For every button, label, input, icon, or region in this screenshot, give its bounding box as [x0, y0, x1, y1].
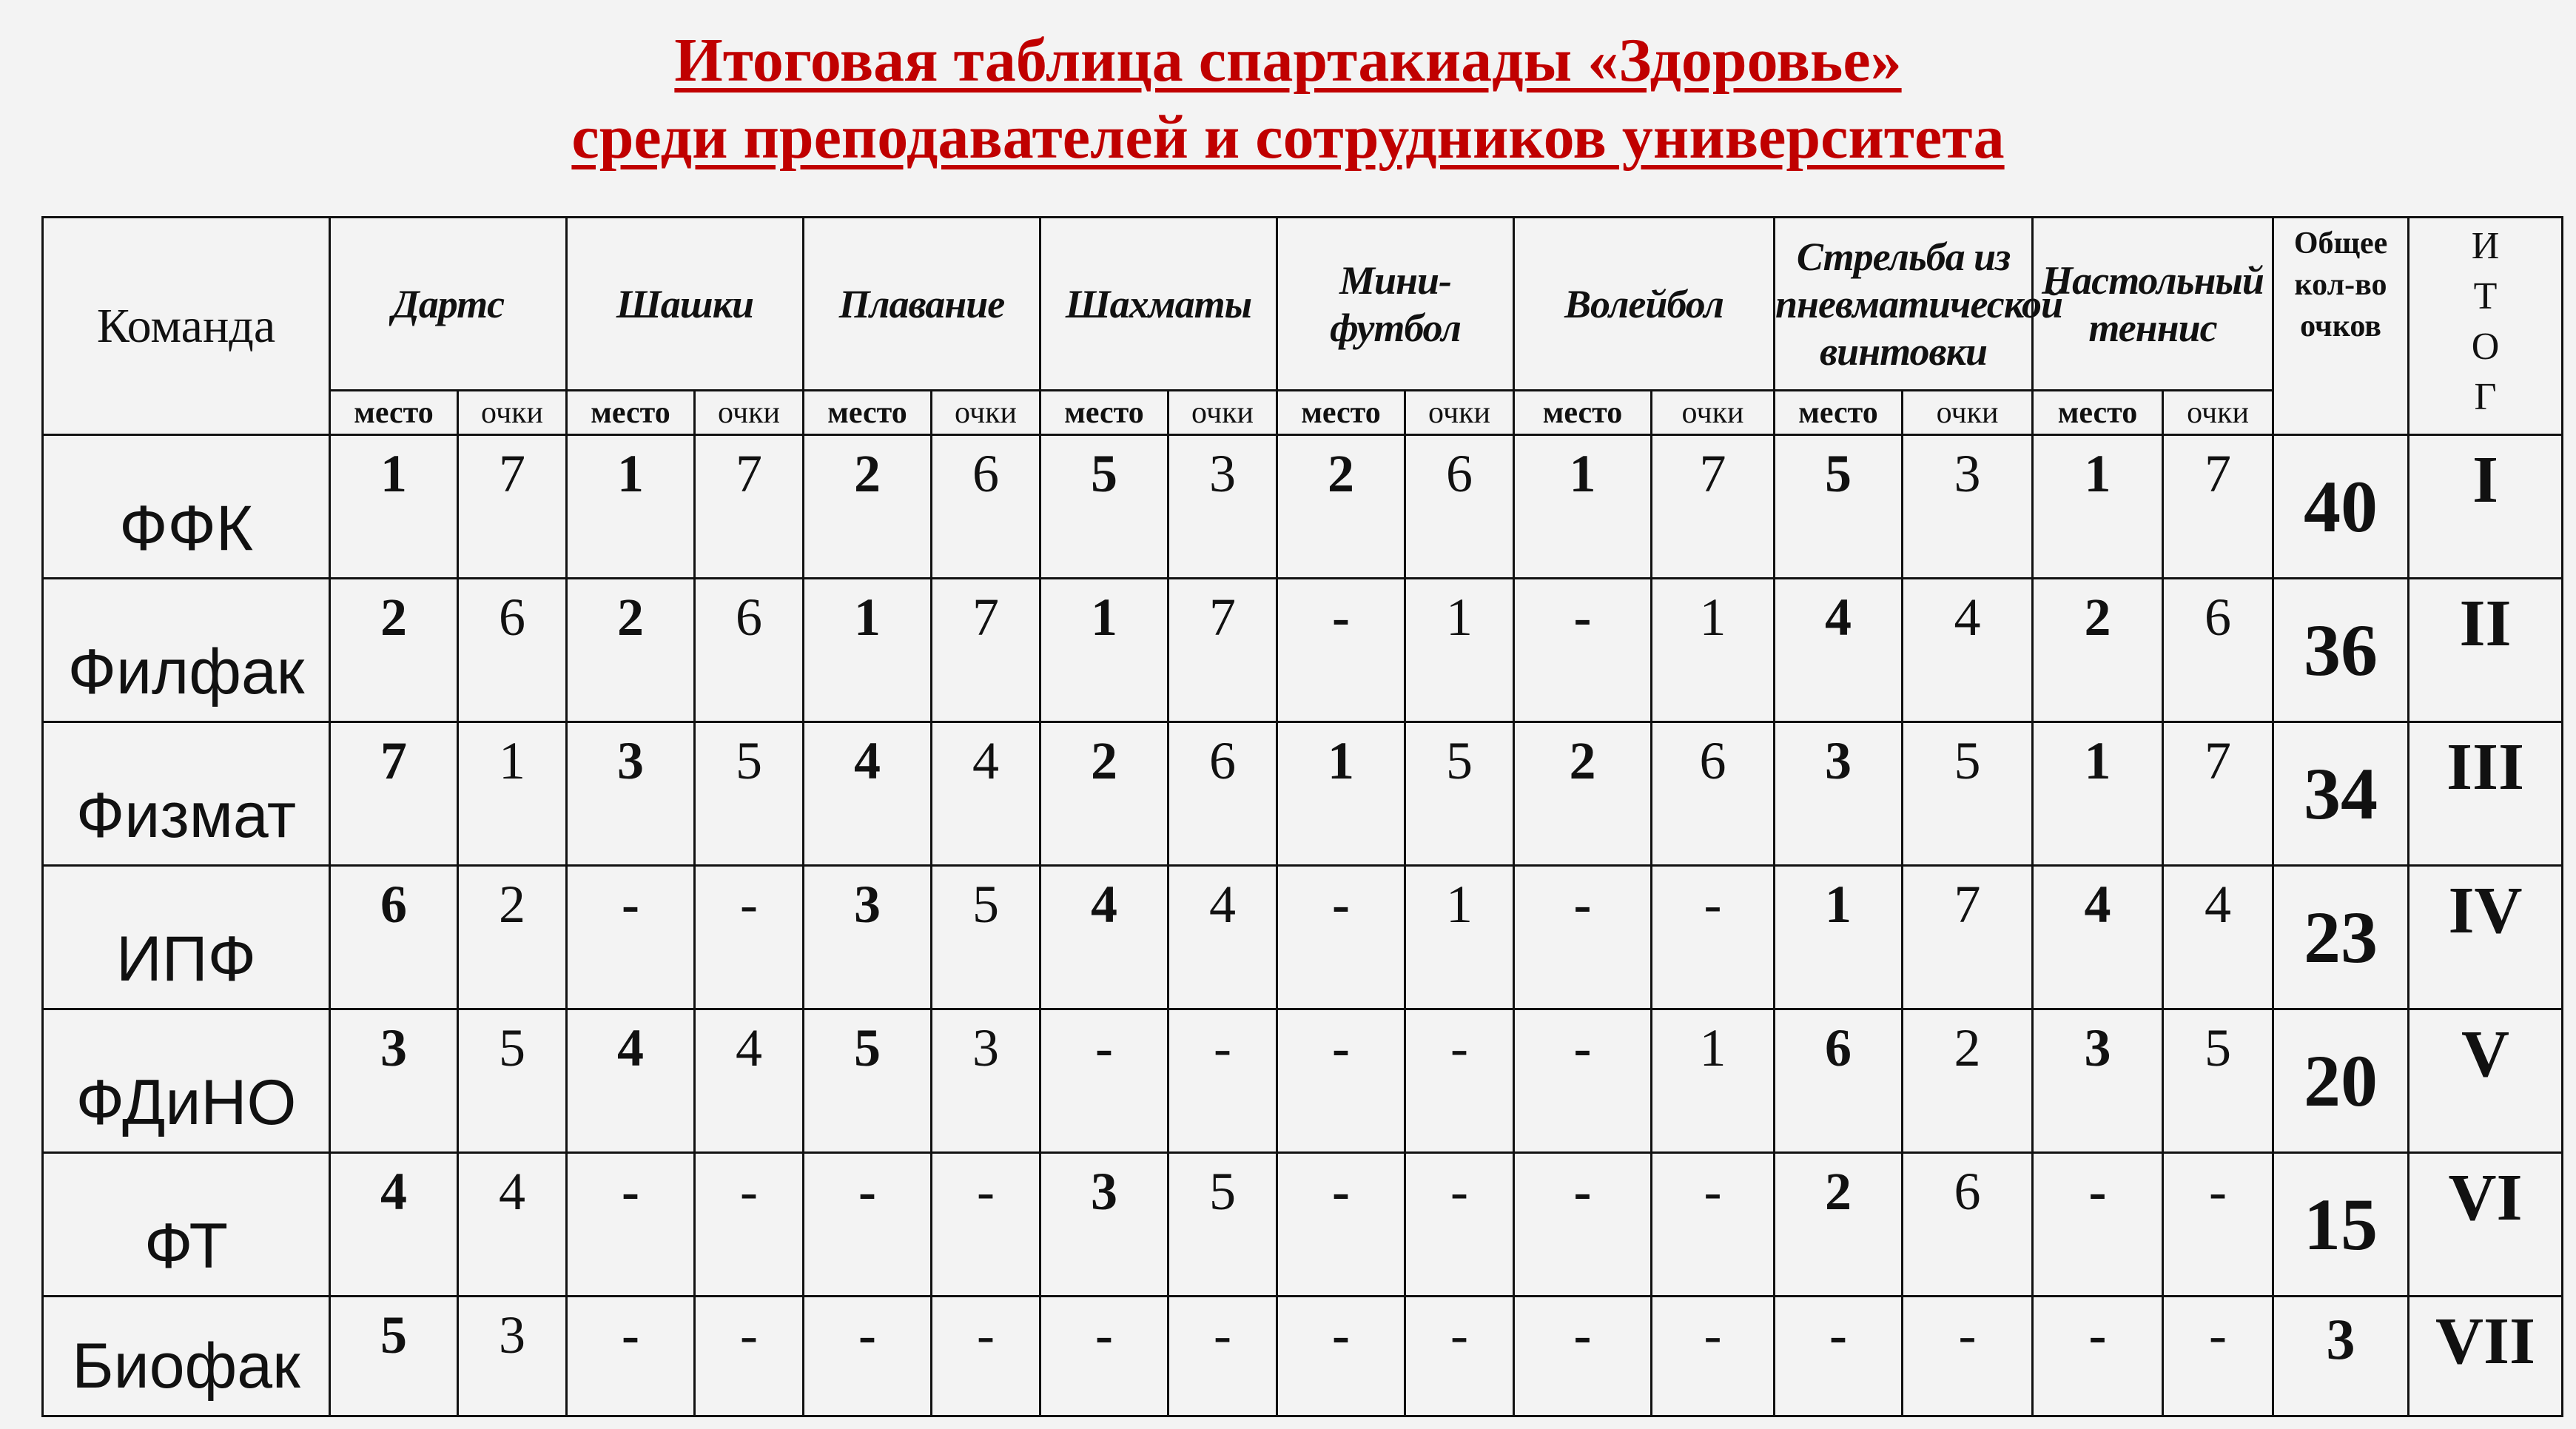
place-cell: 4 [567, 1009, 695, 1153]
points-cell: 1 [1652, 1009, 1775, 1153]
place-cell: 1 [1040, 579, 1168, 722]
place-cell: 1 [804, 579, 932, 722]
points-header: очки [1405, 391, 1514, 435]
final-rank: II [2409, 579, 2563, 722]
total-points: 23 [2273, 866, 2409, 1009]
points-cell: 4 [458, 1153, 567, 1297]
points-cell: - [695, 866, 804, 1009]
table-row [43, 1297, 2563, 1416]
points-cell: 1 [458, 722, 567, 866]
points-cell: 5 [932, 866, 1040, 1009]
place-cell: - [1277, 1153, 1405, 1297]
place-cell: - [567, 1153, 695, 1297]
sport-header-tabletennis: Настольный теннис [2033, 218, 2273, 391]
points-cell: 6 [458, 579, 567, 722]
sport-header-checkers: Шашки [567, 218, 804, 391]
place-cell: 3 [330, 1009, 458, 1153]
place-cell: 5 [1775, 435, 1903, 579]
place-cell: 1 [1277, 722, 1405, 866]
total-points: 36 [2273, 579, 2409, 722]
result-header-text: ИТОГ [2471, 225, 2500, 418]
table-row [43, 1153, 2563, 1297]
points-cell: 2 [458, 866, 567, 1009]
points-cell: 3 [932, 1009, 1040, 1153]
place-cell: 5 [330, 1297, 458, 1416]
points-cell: 1 [1652, 579, 1775, 722]
points-cell: - [1168, 1009, 1277, 1153]
place-cell: 2 [1775, 1153, 1903, 1297]
place-header: место [1277, 391, 1405, 435]
place-cell: 2 [1277, 435, 1405, 579]
points-cell: - [695, 1297, 804, 1416]
total-points: 3 [2273, 1297, 2409, 1416]
place-cell: 1 [567, 435, 695, 579]
place-cell: 4 [804, 722, 932, 866]
points-cell: 5 [458, 1009, 567, 1153]
points-cell: 6 [1405, 435, 1514, 579]
points-header: очки [2163, 391, 2273, 435]
result-header [2409, 218, 2563, 435]
points-cell: 4 [1168, 866, 1277, 1009]
sport-header-swimming: Плавание [804, 218, 1040, 391]
sport-header-minifootball: Мини-футбол [1277, 218, 1514, 391]
total-points: 34 [2273, 722, 2409, 866]
points-cell: 5 [1168, 1153, 1277, 1297]
points-cell: 7 [2163, 435, 2273, 579]
place-cell: 1 [1514, 435, 1652, 579]
place-cell: 4 [1040, 866, 1168, 1009]
team-name: ФФК [43, 435, 330, 579]
place-cell: 3 [1040, 1153, 1168, 1297]
points-cell: 4 [932, 722, 1040, 866]
sport-header-volleyball: Волейбол [1514, 218, 1775, 391]
place-cell: - [804, 1153, 932, 1297]
points-cell: - [1405, 1009, 1514, 1153]
points-cell: 7 [695, 435, 804, 579]
place-cell: 1 [2033, 722, 2163, 866]
points-cell: 7 [1652, 435, 1775, 579]
table-row [43, 866, 2563, 1009]
sport-header-chess: Шахматы [1040, 218, 1277, 391]
page-title [0, 22, 2576, 176]
title-line-1: Итоговая таблица спартакиады «Здоровье» [674, 26, 1902, 95]
final-rank: V [2409, 1009, 2563, 1153]
points-cell: 3 [1168, 435, 1277, 579]
place-header: место [2033, 391, 2163, 435]
place-cell: - [1277, 1009, 1405, 1153]
place-cell: 1 [330, 435, 458, 579]
place-cell: 2 [2033, 579, 2163, 722]
total-points: 15 [2273, 1153, 2409, 1297]
place-cell: - [1277, 866, 1405, 1009]
points-cell: - [1168, 1297, 1277, 1416]
points-cell: 7 [2163, 722, 2273, 866]
points-cell: - [1652, 1153, 1775, 1297]
points-cell: 7 [1903, 866, 2033, 1009]
place-cell: 6 [330, 866, 458, 1009]
points-cell: 1 [1405, 579, 1514, 722]
team-name: ФДиНО [43, 1009, 330, 1153]
final-rank: VII [2409, 1297, 2563, 1416]
points-header: очки [1168, 391, 1277, 435]
points-cell: 5 [695, 722, 804, 866]
points-cell: - [2163, 1297, 2273, 1416]
points-cell: 7 [932, 579, 1040, 722]
place-cell: - [567, 1297, 695, 1416]
points-cell: 2 [1903, 1009, 2033, 1153]
points-cell: - [1405, 1297, 1514, 1416]
points-cell: - [1903, 1297, 2033, 1416]
place-cell: 3 [567, 722, 695, 866]
title-line-2: среди преподавателей и сотрудников университета [571, 103, 2005, 172]
place-header: место [1514, 391, 1652, 435]
place-cell: - [1514, 1153, 1652, 1297]
team-name: Филфак [43, 579, 330, 722]
place-cell: - [1514, 1009, 1652, 1153]
place-header: место [1040, 391, 1168, 435]
points-cell: 7 [1168, 579, 1277, 722]
points-cell: 6 [1652, 722, 1775, 866]
place-cell: 7 [330, 722, 458, 866]
place-header: место [804, 391, 932, 435]
points-cell: 5 [1405, 722, 1514, 866]
place-cell: 2 [330, 579, 458, 722]
table-row [43, 435, 2563, 579]
place-header: место [1775, 391, 1903, 435]
final-rank: III [2409, 722, 2563, 866]
points-cell: 5 [1903, 722, 2033, 866]
place-cell: - [1775, 1297, 1903, 1416]
place-cell: 2 [804, 435, 932, 579]
total-points: 40 [2273, 435, 2409, 579]
place-cell: - [2033, 1297, 2163, 1416]
points-cell: 6 [1903, 1153, 2033, 1297]
place-cell: 4 [1775, 579, 1903, 722]
team-name: ИПФ [43, 866, 330, 1009]
table-row [43, 579, 2563, 722]
table-row [43, 1009, 2563, 1153]
points-cell: 1 [1405, 866, 1514, 1009]
final-rank: VI [2409, 1153, 2563, 1297]
points-cell: 4 [1903, 579, 2033, 722]
place-cell: 3 [2033, 1009, 2163, 1153]
place-cell: - [1040, 1297, 1168, 1416]
place-cell: - [1040, 1009, 1168, 1153]
total-header: Общее кол-во очков [2273, 218, 2409, 435]
sport-header-darts: Дартс [330, 218, 567, 391]
place-cell: 4 [2033, 866, 2163, 1009]
place-header: место [567, 391, 695, 435]
points-cell: - [2163, 1153, 2273, 1297]
place-cell: - [1514, 866, 1652, 1009]
place-cell: 5 [804, 1009, 932, 1153]
points-cell: 6 [932, 435, 1040, 579]
points-cell: 4 [2163, 866, 2273, 1009]
points-header: очки [1903, 391, 2033, 435]
place-cell: 2 [1514, 722, 1652, 866]
team-header: Команда [43, 218, 330, 435]
team-name: ФТ [43, 1153, 330, 1297]
results-table [41, 216, 2563, 1417]
points-header: очки [695, 391, 804, 435]
place-cell: 2 [567, 579, 695, 722]
place-cell: 4 [330, 1153, 458, 1297]
place-cell: 3 [804, 866, 932, 1009]
place-cell: - [567, 866, 695, 1009]
final-rank: IV [2409, 866, 2563, 1009]
place-cell: 6 [1775, 1009, 1903, 1153]
points-cell: 3 [1903, 435, 2033, 579]
points-cell: 6 [2163, 579, 2273, 722]
header-row-sports [43, 218, 2563, 391]
place-cell: 3 [1775, 722, 1903, 866]
final-rank: I [2409, 435, 2563, 579]
place-header: место [330, 391, 458, 435]
points-cell: 5 [2163, 1009, 2273, 1153]
team-name: Физмат [43, 722, 330, 866]
points-cell: 6 [1168, 722, 1277, 866]
points-cell: - [695, 1153, 804, 1297]
points-cell: 3 [458, 1297, 567, 1416]
place-cell: - [1514, 1297, 1652, 1416]
points-header: очки [458, 391, 567, 435]
table-row [43, 722, 2563, 866]
points-cell: - [932, 1153, 1040, 1297]
points-cell: - [932, 1297, 1040, 1416]
points-cell: 4 [695, 1009, 804, 1153]
points-cell: - [1652, 866, 1775, 1009]
place-cell: 1 [2033, 435, 2163, 579]
sport-header-shooting: Стрельба из пневматической винтовки [1775, 218, 2033, 391]
place-cell: - [1277, 579, 1405, 722]
points-header: очки [932, 391, 1040, 435]
points-cell: - [1652, 1297, 1775, 1416]
points-cell: 6 [695, 579, 804, 722]
place-cell: - [804, 1297, 932, 1416]
team-name: Биофак [43, 1297, 330, 1416]
place-cell: 5 [1040, 435, 1168, 579]
points-header: очки [1652, 391, 1775, 435]
total-points: 20 [2273, 1009, 2409, 1153]
place-cell: - [1514, 579, 1652, 722]
header-row-sub [43, 391, 2563, 435]
place-cell: 2 [1040, 722, 1168, 866]
points-cell: 7 [458, 435, 567, 579]
place-cell: 1 [1775, 866, 1903, 1009]
place-cell: - [1277, 1297, 1405, 1416]
points-cell: - [1405, 1153, 1514, 1297]
place-cell: - [2033, 1153, 2163, 1297]
